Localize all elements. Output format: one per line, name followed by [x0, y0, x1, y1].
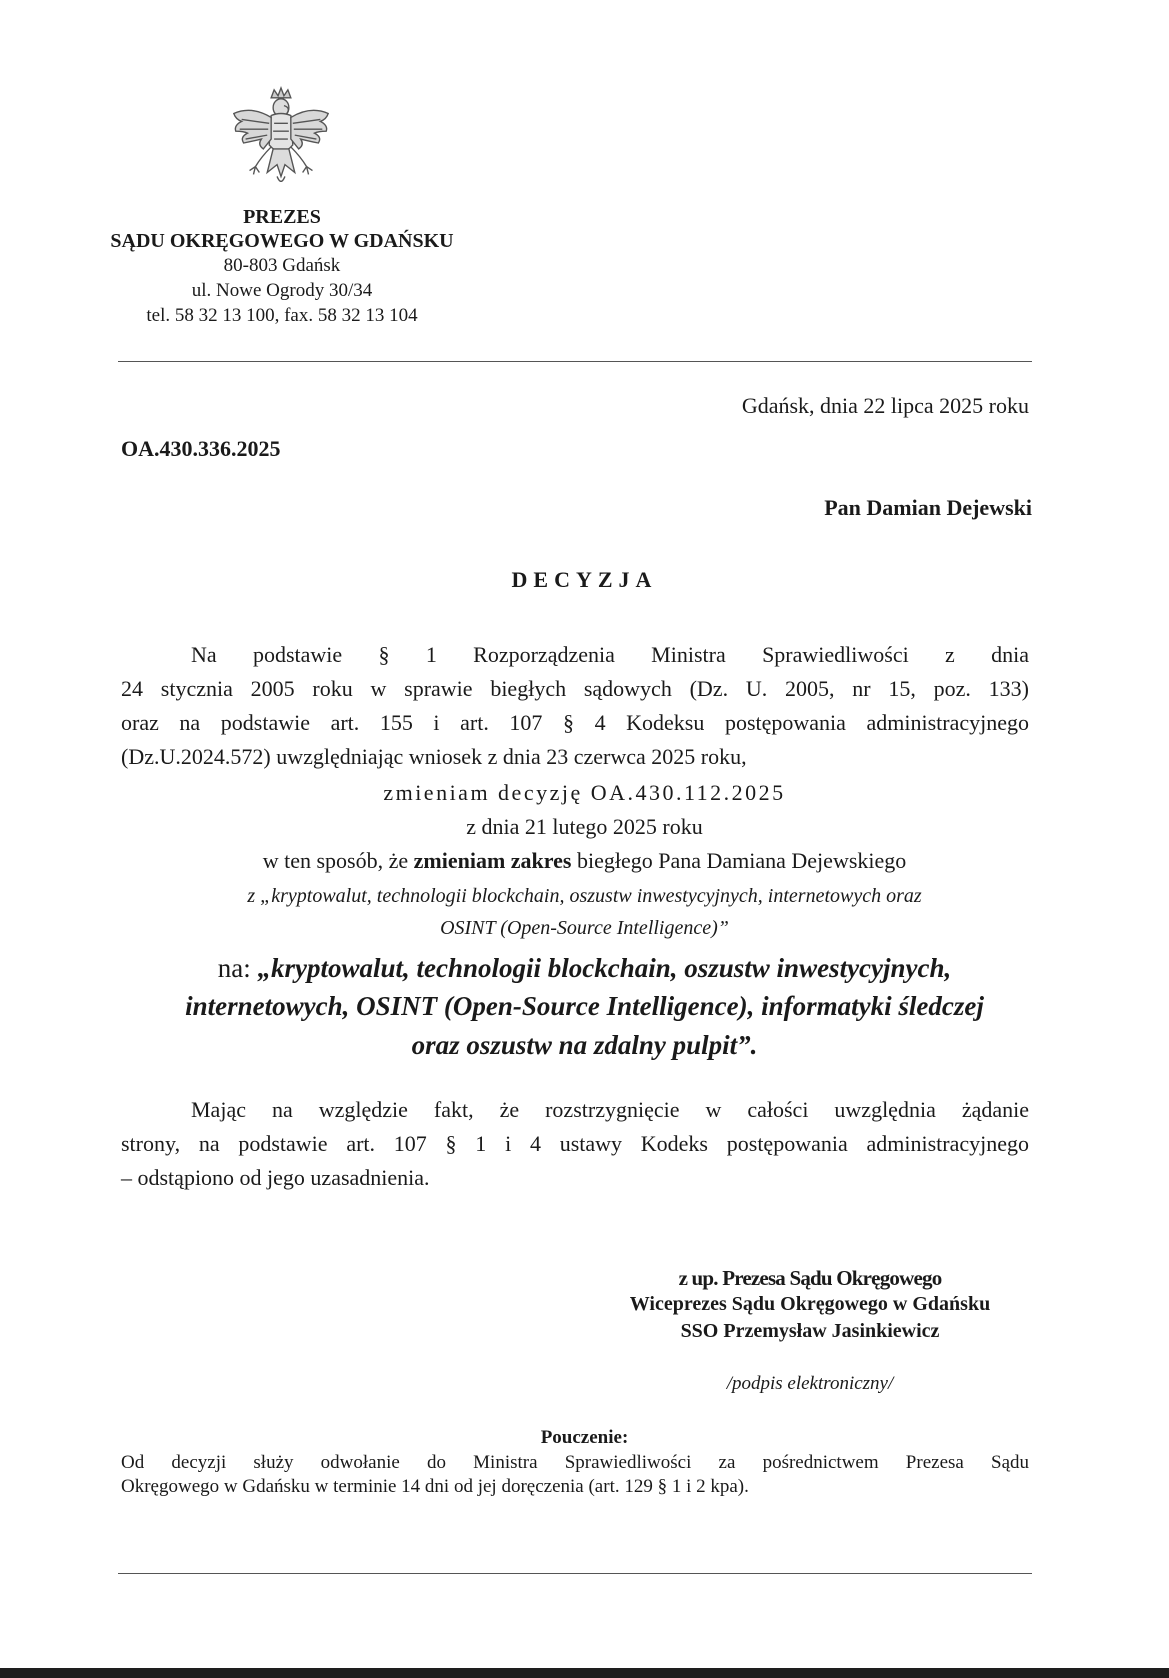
signature-line2: Wiceprezes Sądu Okręgowego w Gdańsku — [629, 1293, 991, 1315]
signature-line3: SSO Przemysław Jasinkiewicz — [680, 1320, 940, 1342]
issuer-postal: 80-803 Gdańsk — [223, 255, 341, 276]
new-scope-prefix: na: — [217, 953, 258, 983]
viewer-bottom-bar — [0, 1668, 1169, 1678]
paragraph1-line2: 24 stycznia 2005 roku w sprawie biegłych sądowych (Dz. U. 2005, nr 15, poz. 133) — [121, 676, 1029, 701]
scope-change-line — [0, 844, 1169, 878]
paragraph-legal-basis — [121, 638, 1029, 774]
scope-prefix: w ten sposób, że — [262, 848, 414, 873]
new-scope-line1 — [0, 949, 1169, 987]
instruction-line1: Od decyzji służy odwołanie do Ministra Sprawiedliwości za pośrednictwem Prezesa Sądu — [121, 1452, 1029, 1473]
new-scope-line2: internetowych, OSINT (Open-Source Intelligence), informatyki śledczej — [185, 991, 984, 1021]
electronic-signature-note: /podpis elektroniczny/ — [726, 1373, 894, 1394]
issuer-header — [82, 205, 482, 328]
signature-block — [580, 1265, 1040, 1345]
header-divider — [118, 361, 1032, 362]
issuer-street: ul. Nowe Ogrody 30/34 — [191, 280, 373, 301]
new-scope-line3: oraz oszustw na zdalny pulpit”. — [411, 1030, 758, 1060]
instruction-text — [121, 1451, 1029, 1499]
paragraph1-line4: (Dz.U.2024.572) uwzględniając wniosek z dnia 23 czerwca 2025 roku, — [121, 744, 747, 769]
change-decision-date: z dnia 21 lutego 2025 roku — [466, 814, 703, 839]
instruction-line2: Okręgowego w Gdańsku w terminie 14 dni od jej doręczenia (art. 129 § 1 i 2 kpa). — [121, 1476, 749, 1497]
case-number: OA.430.336.2025 — [121, 436, 281, 461]
instruction-title: Pouczenie: — [540, 1427, 629, 1448]
new-scope-text1: „kryptowalut, technologii blockchain, oszustw inwestycyjnych, — [257, 953, 952, 983]
paragraph1-line3: oraz na podstawie art. 155 i art. 107 § 4 Kodeksu postępowania administracyjnego — [121, 710, 1029, 735]
polish-eagle-emblem-icon — [222, 84, 340, 202]
old-scope-line1: z „kryptowalut, technologii blockchain, oszustw inwestycyjnych, internetowych oraz — [247, 885, 922, 907]
paragraph2-line1: Mając na względzie fakt, że rozstrzygnięcie w całości uwzględnia żądanie — [191, 1097, 1029, 1122]
change-decision-line: zmieniam decyzję OA.430.112.2025 — [383, 780, 786, 805]
scope-suffix: biegłego Pana Damiana Dejewskiego — [571, 848, 907, 873]
paragraph2-line3: – odstąpiono od jego uzasadnienia. — [121, 1165, 430, 1190]
paragraph2-line2: strony, na podstawie art. 107 § 1 i 4 ustawy Kodeks postępowania administracyjnego — [121, 1131, 1029, 1156]
paragraph1-line1: Na podstawie § 1 Rozporządzenia Ministra Sprawiedliwości z dnia — [191, 642, 1029, 667]
scope-bold: zmieniam zakres — [413, 848, 572, 873]
issuer-title-line2: SĄDU OKRĘGOWEGO W GDAŃSKU — [110, 230, 454, 252]
signature-line1: z up. Prezesa Sądu Okręgowego — [678, 1266, 942, 1290]
old-scope-line2: OSINT (Open-Source Intelligence)” — [440, 917, 729, 939]
paragraph-justification — [121, 1093, 1029, 1195]
date-line: Gdańsk, dnia 22 lipca 2025 roku — [741, 393, 1029, 418]
recipient: Pan Damian Dejewski — [824, 495, 1032, 520]
footer-divider — [118, 1573, 1032, 1574]
issuer-contact: tel. 58 32 13 100, fax. 58 32 13 104 — [146, 305, 418, 326]
decision-title: DECYZJA — [511, 567, 658, 592]
issuer-title-line1: PREZES — [243, 206, 321, 228]
